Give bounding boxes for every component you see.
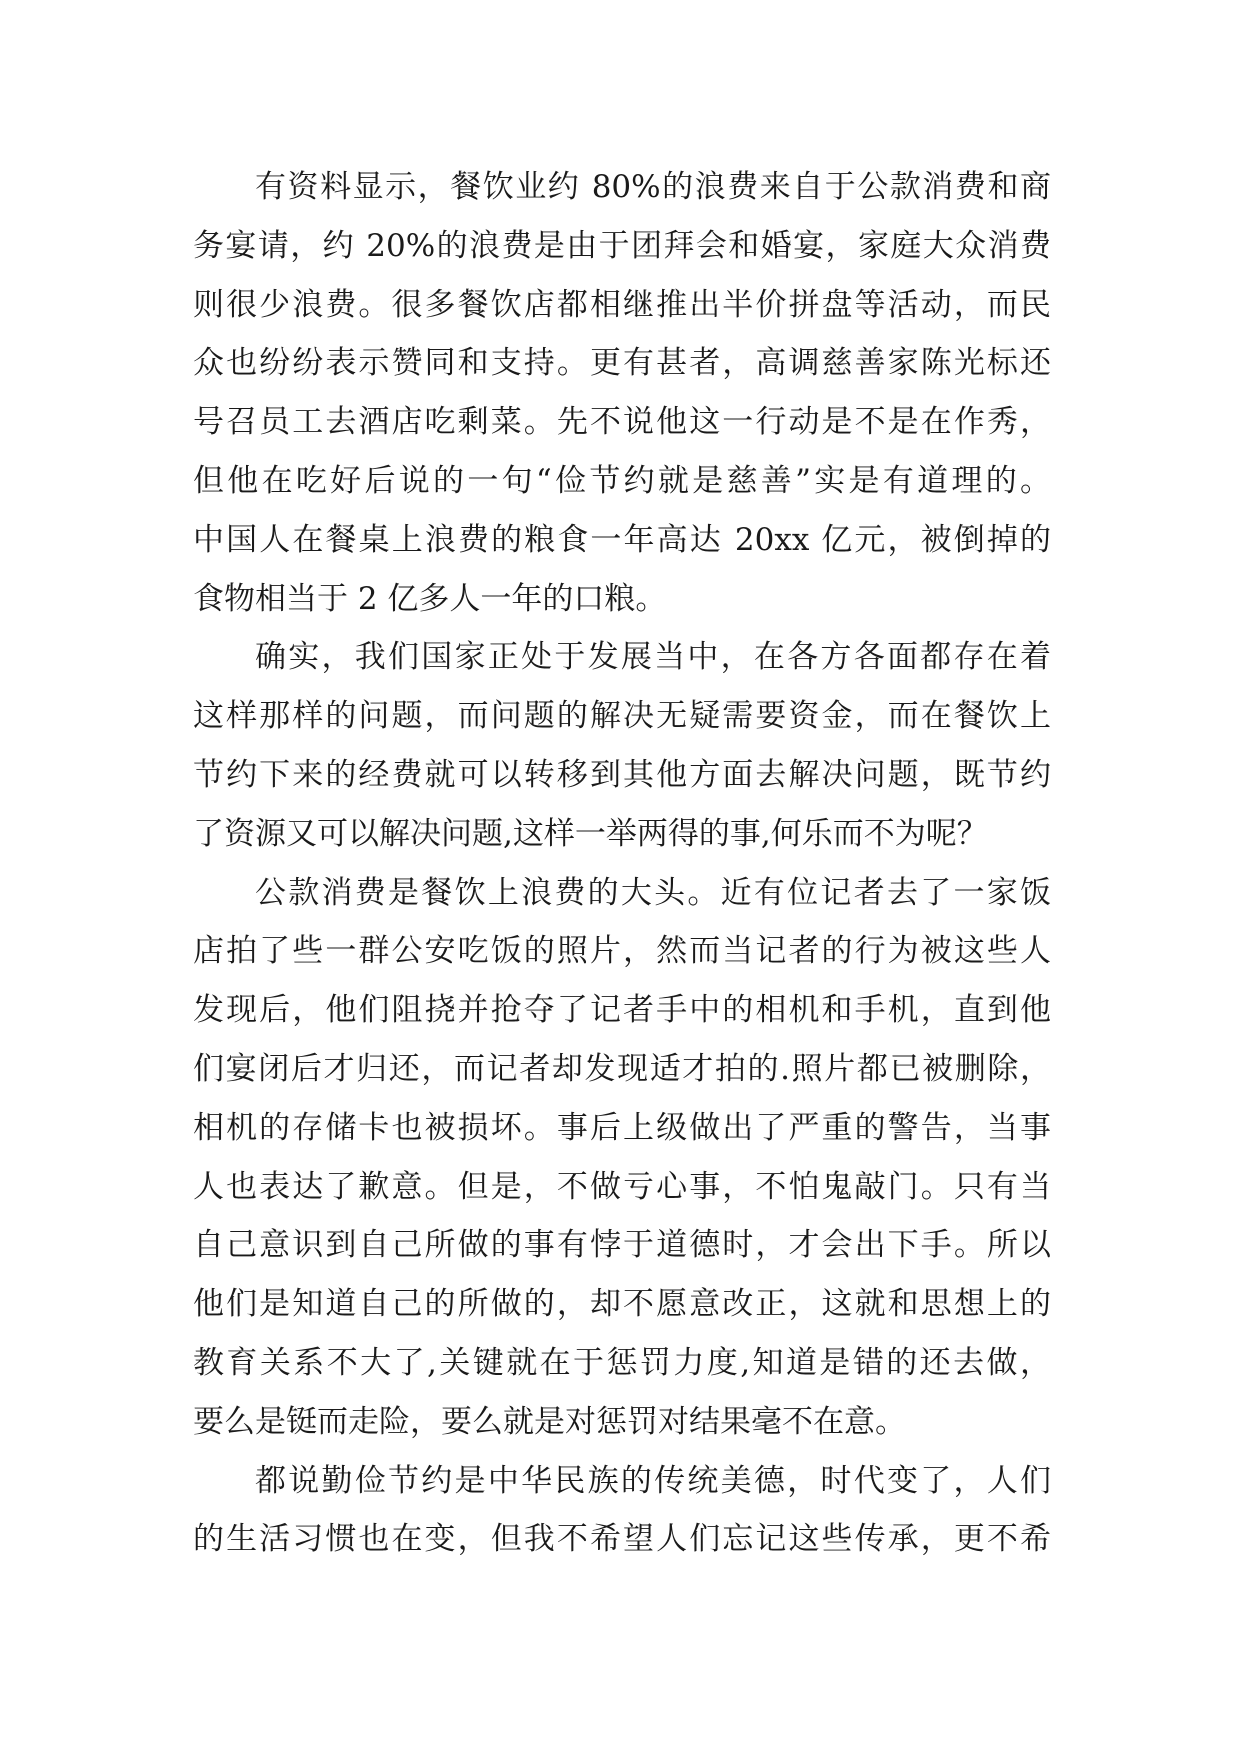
text-line: 都说勤俭节约是中华民族的传统美德，时代变了，人们 bbox=[255, 1462, 1051, 1499]
text-line: 确实，我们国家正处于发展当中，在各方各面都存在着 bbox=[255, 639, 1051, 676]
text-line: 中国人在餐桌上浪费的粮食一年高达 20xx 亿元，被倒掉的 bbox=[193, 521, 1051, 558]
text-line: 了资源又可以解决问题,这样一举两得的事,何乐而不为呢？ bbox=[193, 815, 988, 852]
text-line: 这样那样的问题，而问题的解决无疑需要资金，而在餐饮上 bbox=[193, 698, 1051, 735]
text-line: 食物相当于 2 亿多人一年的口粮。 bbox=[193, 580, 667, 617]
text-line: 众也纷纷表示赞同和支持。更有甚者，高调慈善家陈光标还 bbox=[193, 345, 1051, 382]
text-line: 自己意识到自己所做的事有悖于道德时，才会出下手。所以 bbox=[193, 1227, 1051, 1264]
text-line: 店拍了些一群公安吃饭的照片，然而当记者的行为被这些人 bbox=[193, 933, 1051, 970]
text-line: 人也表达了歉意。但是，不做亏心事，不怕鬼敲门。只有当 bbox=[193, 1168, 1051, 1205]
paragraph-1 bbox=[193, 158, 1051, 628]
text-line: 但他在吃好后说的一句“俭节约就是慈善”实是有道理的。 bbox=[193, 462, 1051, 499]
text-line: 教育关系不大了,关键就在于惩罚力度,知道是错的还去做， bbox=[193, 1344, 1051, 1381]
document-body bbox=[193, 158, 1051, 1569]
text-line: 相机的存储卡也被损坏。事后上级做出了严重的警告，当事 bbox=[193, 1109, 1051, 1146]
paragraph-4 bbox=[193, 1452, 1051, 1570]
text-line: 他们是知道自己的所做的，却不愿意改正，这就和思想上的 bbox=[193, 1286, 1051, 1323]
text-line: 的生活习惯也在变，但我不希望人们忘记这些传承，更不希 bbox=[193, 1521, 1051, 1558]
paragraph-2 bbox=[193, 628, 1051, 863]
text-line: 们宴闭后才归还，而记者却发现适才拍的.照片都已被删除， bbox=[193, 1050, 1051, 1087]
text-line: 发现后，他们阻挠并抢夺了记者手中的相机和手机，直到他 bbox=[193, 992, 1051, 1029]
text-line: 务宴请，约 20%的浪费是由于团拜会和婚宴，家庭大众消费 bbox=[193, 227, 1051, 264]
text-line: 公款消费是餐饮上浪费的大头。近有位记者去了一家饭 bbox=[255, 874, 1051, 911]
text-line: 有资料显示，餐饮业约 80%的浪费来自于公款消费和商 bbox=[255, 169, 1051, 205]
paragraph-3 bbox=[193, 864, 1051, 1452]
text-line: 则很少浪费。很多餐饮店都相继推出半价拼盘等活动，而民 bbox=[193, 286, 1051, 323]
text-line: 要么是铤而走险，要么就是对惩罚对结果毫不在意。 bbox=[193, 1403, 906, 1440]
text-line: 号召员工去酒店吃剩菜。先不说他这一行动是不是在作秀， bbox=[193, 404, 1051, 441]
text-line: 节约下来的经费就可以转移到其他方面去解决问题，既节约 bbox=[193, 756, 1051, 793]
